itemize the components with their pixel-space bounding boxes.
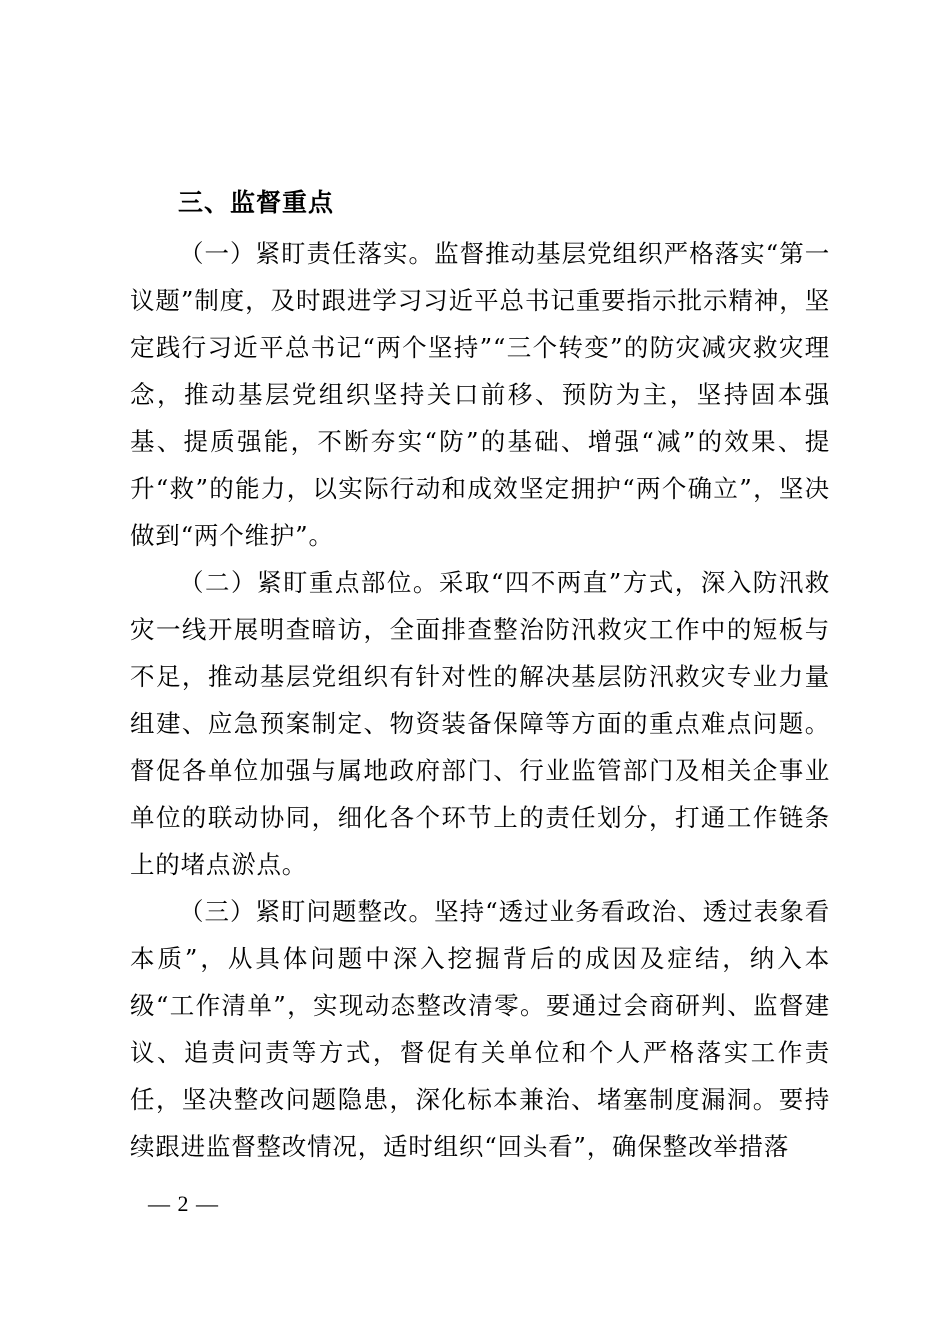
paragraph-responsibility [130, 230, 830, 559]
paragraph-body: 采取“四不两直”方式，深入防汛救灾一线开展明查暗访，全面排查整治防汛救灾工作中的短板与不足，推动基层党组织有针对性的解决基层防汛救灾专业力量组建、应急预案制定、物资装备保障等方面的重点难点问题。督促各单位加强与属地政府部门、行业监管部门及相关企事业单位的联动协同，细化各个环节上的责任划分，打通工作链条上的堵点淤点。 [130, 568, 830, 879]
paragraph-rectification [130, 888, 830, 1170]
paragraph-lead: （三）紧盯问题整改。 [179, 897, 435, 926]
paragraph-body: 坚持“透过业务看政治、透过表象看本质”，从具体问题中深入挖掘背后的成因及症结，纳入本级“工作清单”，实现动态整改清零。要通过会商研判、监督建议、追责问责等方式，督促有关单位和个人严格落实工作责任，坚决整改问题隐患，深化标本兼治、堵塞制度漏洞。要持续跟进监督整改情况，适时组织“回头看”，确保整改举措落 [130, 897, 831, 1161]
paragraph-key-areas [130, 559, 830, 888]
section-heading: 三、监督重点 [178, 188, 335, 217]
paragraph-body: 监督推动基层党组织严格落实“第一议题”制度，及时跟进学习习近平总书记重要指示批示精神，坚定践行习近平总书记“两个坚持”“三个转变”的防灾减灾救灾理念，推动基层党组织坚持关口前移、预防为主，坚持固本强基、提质强能，不断夯实“防”的基础、增强“减”的效果、提升“救”的能力，以实际行动和成效坚定拥护“两个确立”，坚决做到“两个维护”。 [130, 239, 831, 550]
body-text [130, 230, 830, 1170]
page-number: — 2 — [148, 1191, 219, 1216]
paragraph-lead: （一）紧盯责任落实。 [179, 239, 435, 268]
paragraph-lead: （二）紧盯重点部位。 [179, 568, 439, 597]
